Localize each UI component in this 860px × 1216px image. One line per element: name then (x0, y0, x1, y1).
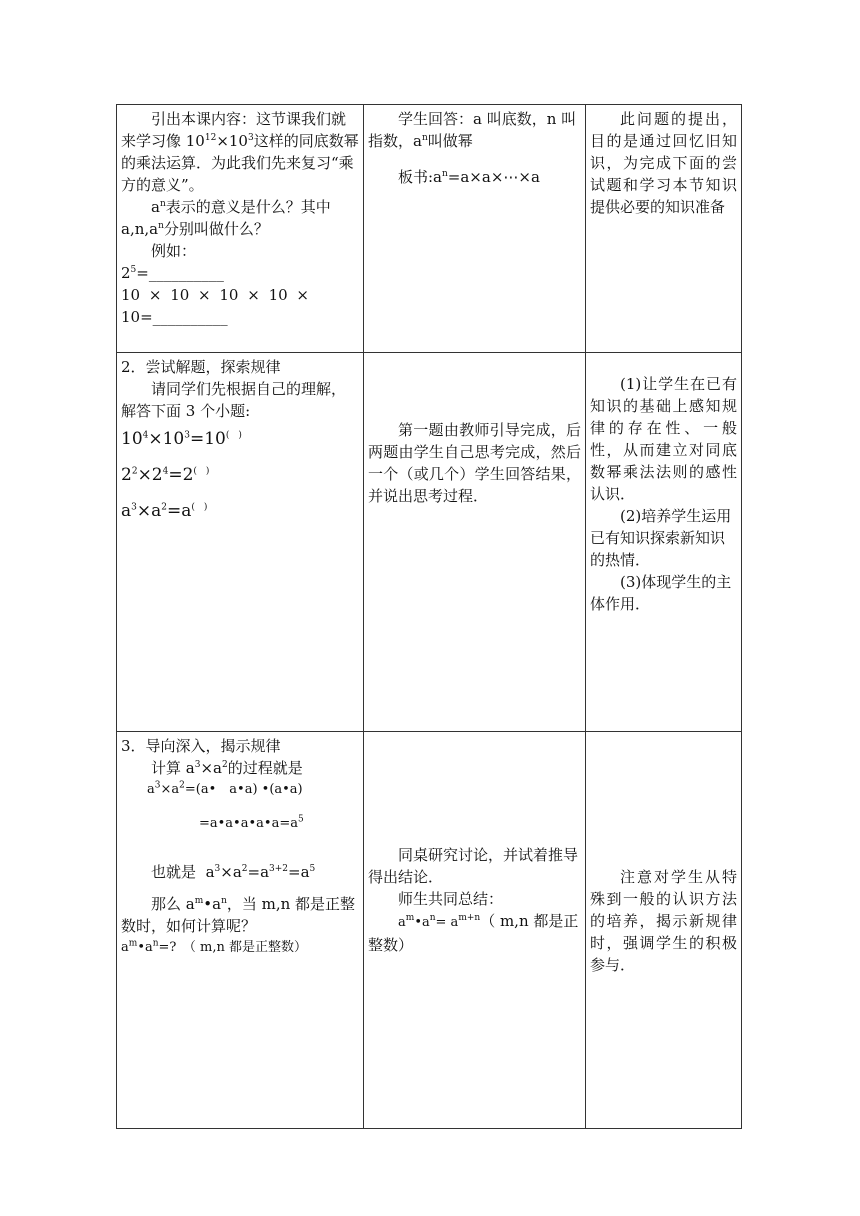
purpose-cell (586, 105, 742, 353)
calc-step-2: $=a•a•a•a•a=a^5$ (199, 814, 304, 831)
calc-intro: 计算 $a^3\times a^2$的过程就是 (151, 759, 303, 777)
board-writing: 板书$:a^n=a\times a\times\cdots\times a$ (398, 168, 540, 186)
that-is-line: 也就是 $a^3\times a^2=a^{3+2}=a^5$ (151, 863, 316, 881)
student-answer: 学生回答：a 叫底数，n 叫指数，$a^n$叫做幂 (368, 110, 577, 150)
example-2-cont: 10=__________ (121, 308, 228, 326)
rule-formula: $a^m•a^n= a^{m+n}$（ m,n 都是正整数） (368, 912, 579, 954)
table-row (117, 353, 742, 732)
summary-label: 师生共同总结： (398, 890, 504, 908)
table-row (117, 105, 742, 353)
example-1: $2^5=\_\_\_\_\_\_\_\_\_\_$ (121, 264, 224, 282)
example-label: 例如： (151, 242, 197, 260)
discussion-text: 同桌研究讨论，并试着推导得出结论． (368, 846, 579, 886)
general-formula-question: $a^m•a^n=$? （ m,n 都是正整数） (121, 938, 307, 955)
general-question: 那么 $a^m•a^n$，当 m,n 都是正整数时，如何计算呢？ (121, 895, 356, 935)
process-text: 第一题由教师引导完成，后两题由学生自己思考完成，然后一个（或几个）学生回答结果，并说出思考过程． (368, 421, 581, 505)
intro-paragraph: 引出本课内容：这节课我们就来学习像 $10^{12}\times 10^3$这样的同底数幂的乘法运算．为此我们先来复习“乘方的意义”。 (121, 110, 359, 194)
calc-step-1: $a^3\times a^2=(a•$ a•a) •(a•a) (147, 780, 303, 797)
problem-3: $a^3\times a^2=a^{( )}$ (121, 501, 208, 521)
purpose-cell (586, 353, 742, 732)
example-2: 10 × 10 × 10 × 10 × (121, 286, 309, 304)
goal-1: (1)让学生在已有知识的基础上感知规律的存在性、一般性，从而建立对同底数幂乘法法则的感性认识． (590, 375, 737, 503)
lesson-plan-table (116, 104, 742, 1129)
student-activity-cell (364, 732, 586, 1129)
activity-cell (117, 732, 364, 1129)
activity-cell (117, 105, 364, 353)
purpose-text: 此问题的提出，目的是通过回忆旧知识，为完成下面的尝试题和学习本节知识提供必要的知识准备 (590, 110, 737, 216)
problem-1: $10^4\times 10^3=10^{( )}$ (121, 429, 242, 449)
table-row (117, 732, 742, 1129)
problem-2: $2^2\times 2^4=2^{( )}$ (121, 465, 210, 485)
section-heading: 3．导向深入，揭示规律 (121, 737, 281, 755)
instruction-text: 请同学们先根据自己的理解，解答下面 3 个小题: (121, 380, 347, 420)
activity-cell (117, 353, 364, 732)
student-activity-cell (364, 105, 586, 353)
question-paragraph: $a^n$表示的意义是什么？其中 $a,n,a^n$分别叫做什么？ (121, 198, 331, 238)
note-text: 注意对学生从特殊到一般的认识方法的培养，揭示新规律时，强调学生的积极参与． (590, 868, 737, 974)
student-activity-cell (364, 353, 586, 732)
section-heading: 2．尝试解题，探索规律 (121, 358, 281, 376)
goal-3: (3)体现学生的主体作用． (590, 573, 732, 613)
goal-2: (2)培养学生运用已有知识探索新知识的热情． (590, 507, 732, 569)
purpose-cell (586, 732, 742, 1129)
